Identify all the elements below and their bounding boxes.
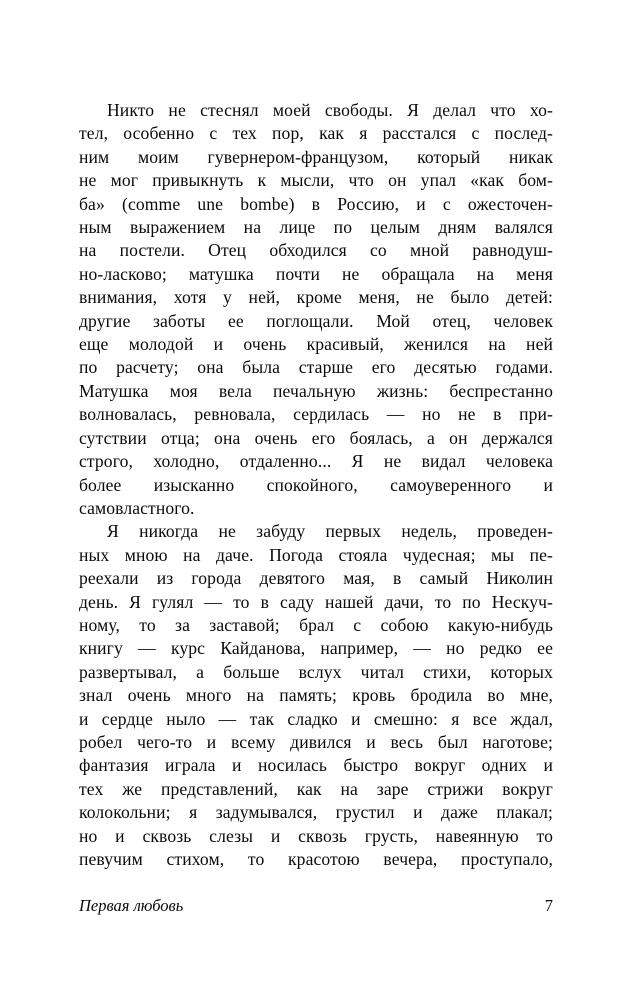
text-line: более изысканно спокойного, самоуверенного и <box>79 474 553 495</box>
paragraph <box>79 520 553 871</box>
text-line: Я никогда не забуду первых недель, проведен- <box>107 521 553 542</box>
text-line: Матушка моя вела печальную жизнь: беспрестанно <box>79 380 553 401</box>
text-line: ных мною на даче. Погода стояла чудесная; мы пе- <box>79 544 553 565</box>
text-line: ным выражением на лице по целым дням валялся <box>79 217 553 238</box>
text-line: сутствии отца; она очень его боялась, а он держался <box>79 427 553 448</box>
text-line: не мог привыкнуть к мысли, что он упал «как бом- <box>79 170 553 191</box>
text-line: на постели. Отец обходился со мной равнодуш- <box>79 240 553 261</box>
text-line: другие заботы ее поглощали. Мой отец, человек <box>79 310 553 331</box>
text-line: но и сквозь слезы и сквозь грусть, навеянную то <box>79 825 553 846</box>
text-line: волновалась, ревновала, сердилась — но не в при- <box>79 404 553 425</box>
body-text <box>79 99 553 871</box>
text-line: еще молодой и очень красивый, женился на ней <box>79 334 553 355</box>
text-line: ному, то за заставой; брал с собою какую-нибудь <box>79 614 553 635</box>
text-line: знал очень много на память; кровь бродила во мне, <box>79 685 553 706</box>
text-line: фантазия играла и носилась быстро вокруг одних и <box>79 755 553 776</box>
running-title: Первая любовь <box>79 896 184 915</box>
text-line: день. Я гулял — то в саду нашей дачи, то по Нескуч- <box>79 591 553 612</box>
text-line: но-ласково; матушка почти не обращала на меня <box>79 263 553 284</box>
text-line: по расчету; она была старше его десятью годами. <box>79 357 553 378</box>
text-line: книгу — курс Кайданова, например, — но редко ее <box>79 638 553 659</box>
text-line: Никто не стеснял моей свободы. Я делал что хо- <box>107 100 553 120</box>
text-line: тел, особенно с тех пор, как я расстался с послед- <box>79 123 553 144</box>
text-line: внимания, хотя у ней, кроме меня, не было детей: <box>79 287 553 308</box>
page-number: 7 <box>544 896 553 915</box>
paragraph <box>79 99 553 520</box>
page-footer <box>79 896 553 916</box>
text-line: и сердце ныло — так сладко и смешно: я все ждал, <box>79 708 553 729</box>
text-line: тех же представлений, как на заре стрижи вокруг <box>79 778 553 799</box>
text-line: певучим стихом, то красотою вечера, проступало, <box>79 849 553 869</box>
text-line: строго, холодно, отдаленно... Я не видал человека <box>79 451 553 472</box>
text-line: робел чего-то и всему дивился и весь был наготове; <box>79 731 553 752</box>
text-line: ним моим гувернером-французом, который никак <box>79 146 553 167</box>
text-line: развертывал, а больше вслух читал стихи, которых <box>79 661 553 682</box>
text-line: самовластного. <box>79 497 195 518</box>
text-line: реехали из города девятого мая, в самый Николин <box>79 568 553 589</box>
text-line: ба» (comme une bombe) в Россию, и с ожесточен- <box>79 193 553 214</box>
text-line: колокольни; я задумывался, грустил и даже плакал; <box>79 802 553 823</box>
